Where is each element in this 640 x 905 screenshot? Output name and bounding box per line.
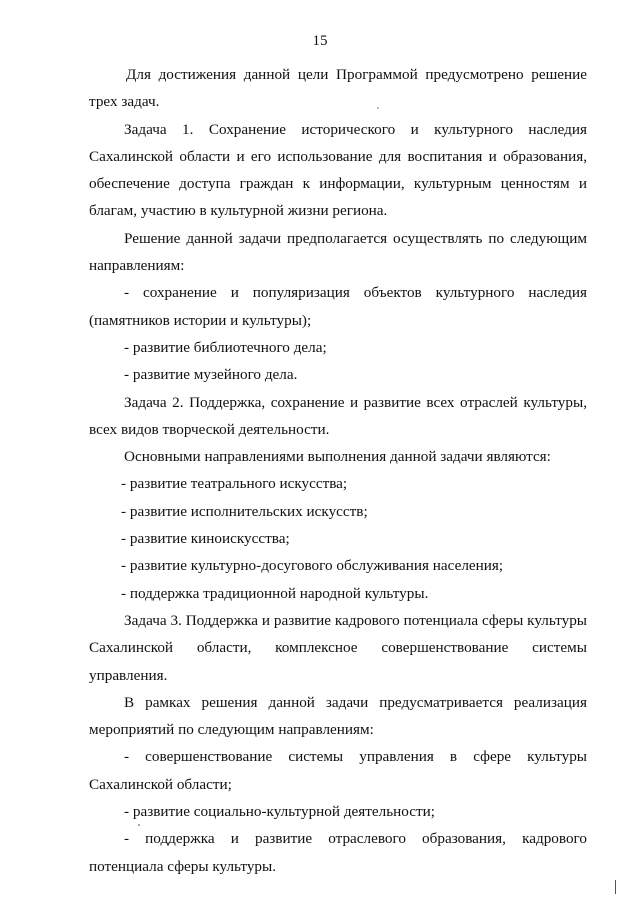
list-item: - развитие библиотечного дела; bbox=[124, 338, 327, 356]
paragraph-task-1: Задача 1. Сохранение исторического и культурного наследия Сахалинской области и его использование для воспитания и образования, обеспечение доступа граждан к информации, культурным ценностям и благам, участию в культурной жизни региона. bbox=[89, 120, 587, 220]
list-item: - развитие киноискусства; bbox=[121, 530, 290, 548]
list-item: - развитие театрального искусства; bbox=[121, 475, 348, 493]
list-item: - развитие культурно-досугового обслуживания населения; bbox=[121, 557, 504, 575]
paragraph-task-2: Задача 2. Поддержка, сохранение и развитие всех отраслей культуры, всех видов творческой деятельности. bbox=[89, 393, 587, 438]
list-item: - развитие исполнительских искусств; bbox=[121, 502, 368, 520]
paragraph-task-1-directions: Решение данной задачи предполагается осуществлять по следующим направлениям: bbox=[89, 229, 587, 275]
paragraph-intro: Для достижения данной цели Программой предусмотрено решение трех задач. bbox=[89, 66, 587, 111]
list-item: - поддержка и развитие отраслевого образования, кадрового потенциала сферы культуры. bbox=[89, 830, 587, 875]
list-item: - поддержка традиционной народной культуры. bbox=[121, 584, 429, 602]
body-text bbox=[89, 61, 587, 880]
paragraph-task-3: Задача 3. Поддержка и развитие кадрового потенциала сферы культуры Сахалинской области, комплексное совершенствование системы управления. bbox=[89, 611, 587, 684]
list-item: - развитие социально-культурной деятельности; bbox=[124, 803, 435, 821]
paragraph-task-2-directions: Основными направлениями выполнения данной задачи являются: bbox=[124, 448, 551, 466]
list-item: - развитие музейного дела. bbox=[124, 366, 298, 384]
page-number: 15 bbox=[312, 33, 328, 49]
scan-artifact bbox=[615, 880, 616, 894]
list-item: - сохранение и популяризация объектов культурного наследия (памятников истории и культуры); bbox=[89, 284, 587, 329]
scan-artifact bbox=[138, 824, 140, 826]
list-item: - совершенствование системы управления в сфере культуры Сахалинской области; bbox=[89, 748, 587, 793]
paragraph-task-3-directions: В рамках решения данной задачи предусматривается реализация мероприятий по следующим направлениям: bbox=[89, 693, 587, 739]
scan-artifact bbox=[377, 107, 379, 109]
